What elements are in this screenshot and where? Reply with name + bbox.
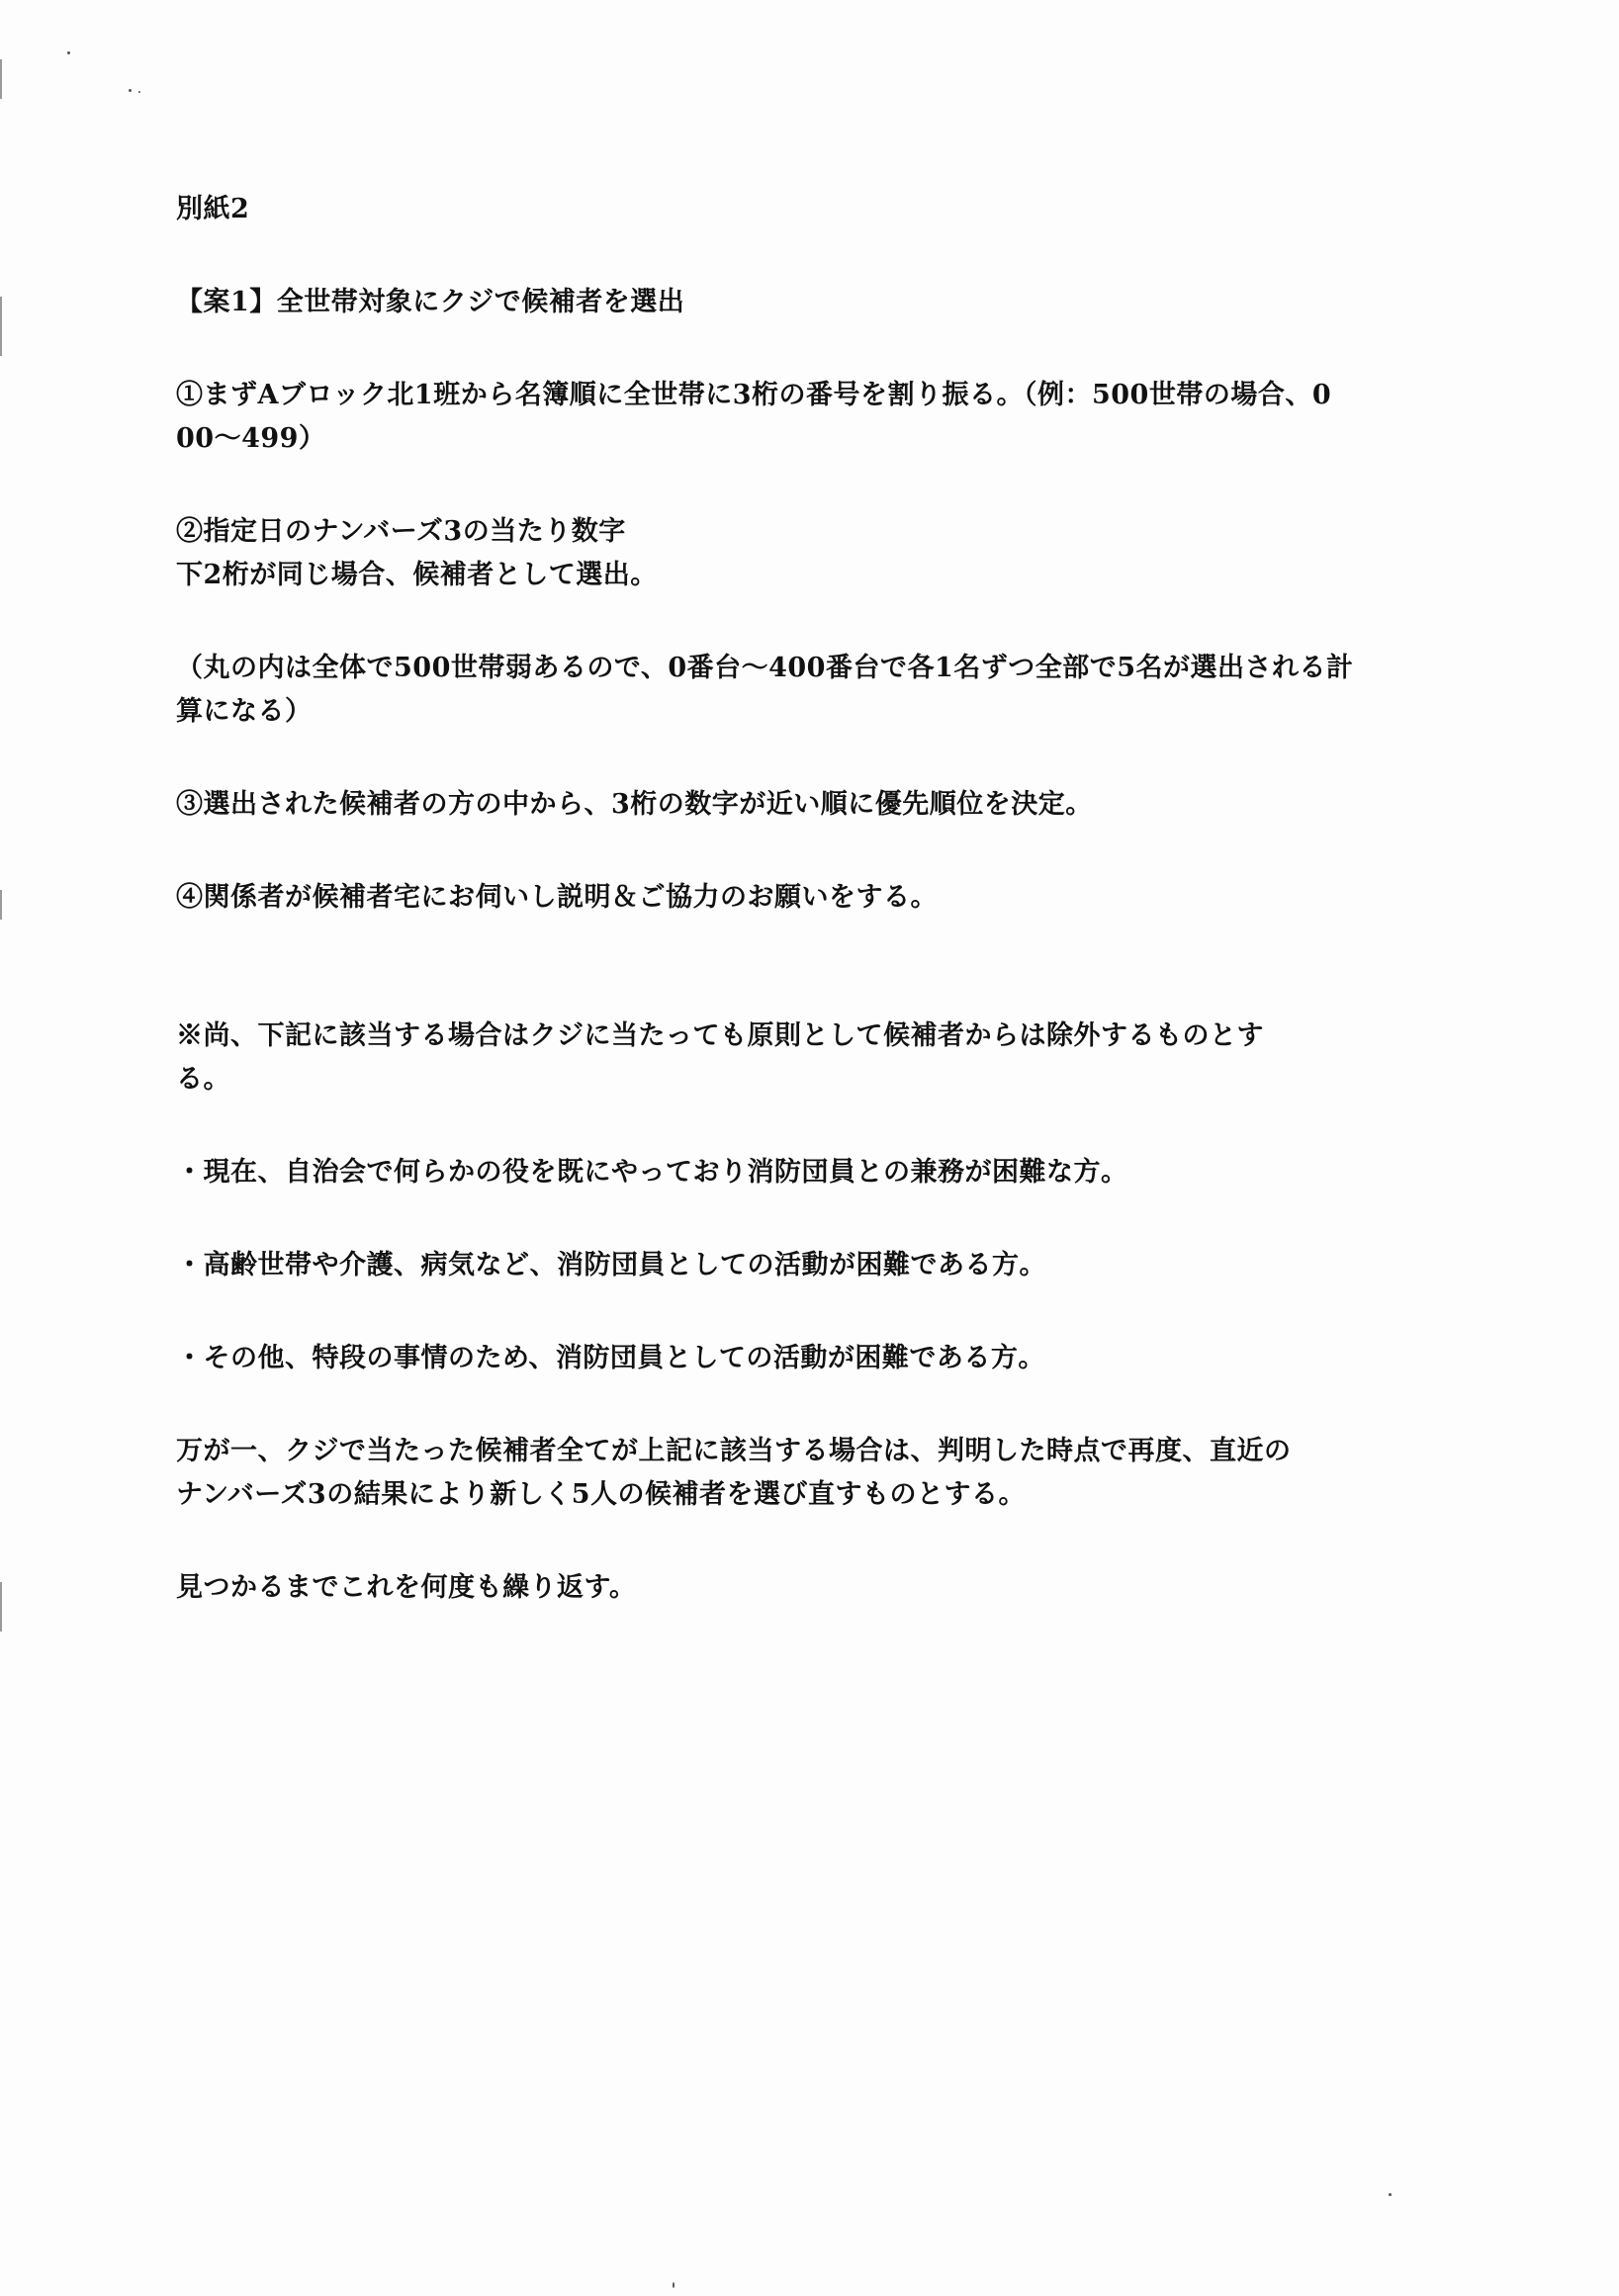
- scan-edge-mark: [0, 59, 2, 99]
- exclusion-intro: [176, 1015, 1442, 1102]
- fallback-rule: [176, 1430, 1442, 1517]
- scan-speck: [129, 89, 132, 92]
- exclusion-item: ・高齢世帯や介護、病気など、消防団員としての活動が困難である方。: [176, 1250, 1046, 1280]
- scan-edge-mark: [0, 890, 2, 920]
- step-1: [176, 374, 1442, 461]
- step-2-line-1: ②指定日のナンバーズ3の当たり数字: [176, 516, 626, 547]
- scan-speck: [1389, 2193, 1392, 2196]
- exclusion-intro-line-1: ※尚、下記に該当する場合はクジに当たっても原則として候補者からは除外するものとす: [176, 1020, 1264, 1051]
- calculation-note-line-1: （丸の内は全体で500世帯弱あるので、0番台～400番台で各1名ずつ全部で5名が選出される計: [176, 653, 1354, 683]
- exclusion-item: ・その他、特段の事情のため、消防団員としての活動が困難である方。: [176, 1343, 1045, 1373]
- document-body: [176, 188, 1442, 1610]
- scan-edge-mark: [0, 1582, 2, 1632]
- step-1-line-1: ①まずAブロック北1班から名簿順に全世帯に3桁の番号を割り振る。（例：500世帯の場合、0: [176, 380, 1332, 410]
- step-1-line-2: 00～499）: [176, 423, 326, 454]
- exclusion-intro-line-2: る。: [176, 1064, 230, 1095]
- scan-speck: [673, 2282, 675, 2288]
- calculation-note: [176, 647, 1442, 734]
- fallback-rule-line-1: 万が一、クジで当たった候補者全てが上記に該当する場合は、判明した時点で再度、直近の: [176, 1436, 1292, 1466]
- document-title: 【案1】全世帯対象にクジで候補者を選出: [176, 287, 685, 317]
- calculation-note-line-2: 算になる）: [176, 696, 313, 727]
- step-2-line-2: 下2桁が同じ場合、候補者として選出。: [176, 560, 658, 590]
- step-3: ③選出された候補者の方の中から、3桁の数字が近い順に優先順位を決定。: [176, 789, 1093, 820]
- scan-speck: [67, 51, 70, 54]
- scan-edge-mark: [0, 297, 2, 356]
- scan-speck: [138, 91, 140, 93]
- closing-statement: 見つかるまでこれを何度も繰り返す。: [176, 1572, 637, 1603]
- step-4: ④関係者が候補者宅にお伺いし説明＆ご協力のお願いをする。: [176, 882, 938, 913]
- fallback-rule-line-2: ナンバーズ3の結果により新しく5人の候補者を選び直すものとする。: [176, 1479, 1026, 1510]
- attachment-label: 別紙2: [176, 194, 250, 224]
- step-2: [176, 510, 1442, 597]
- exclusion-item: ・現在、自治会で何らかの役を既にやっており消防団員との兼務が困難な方。: [176, 1157, 1128, 1188]
